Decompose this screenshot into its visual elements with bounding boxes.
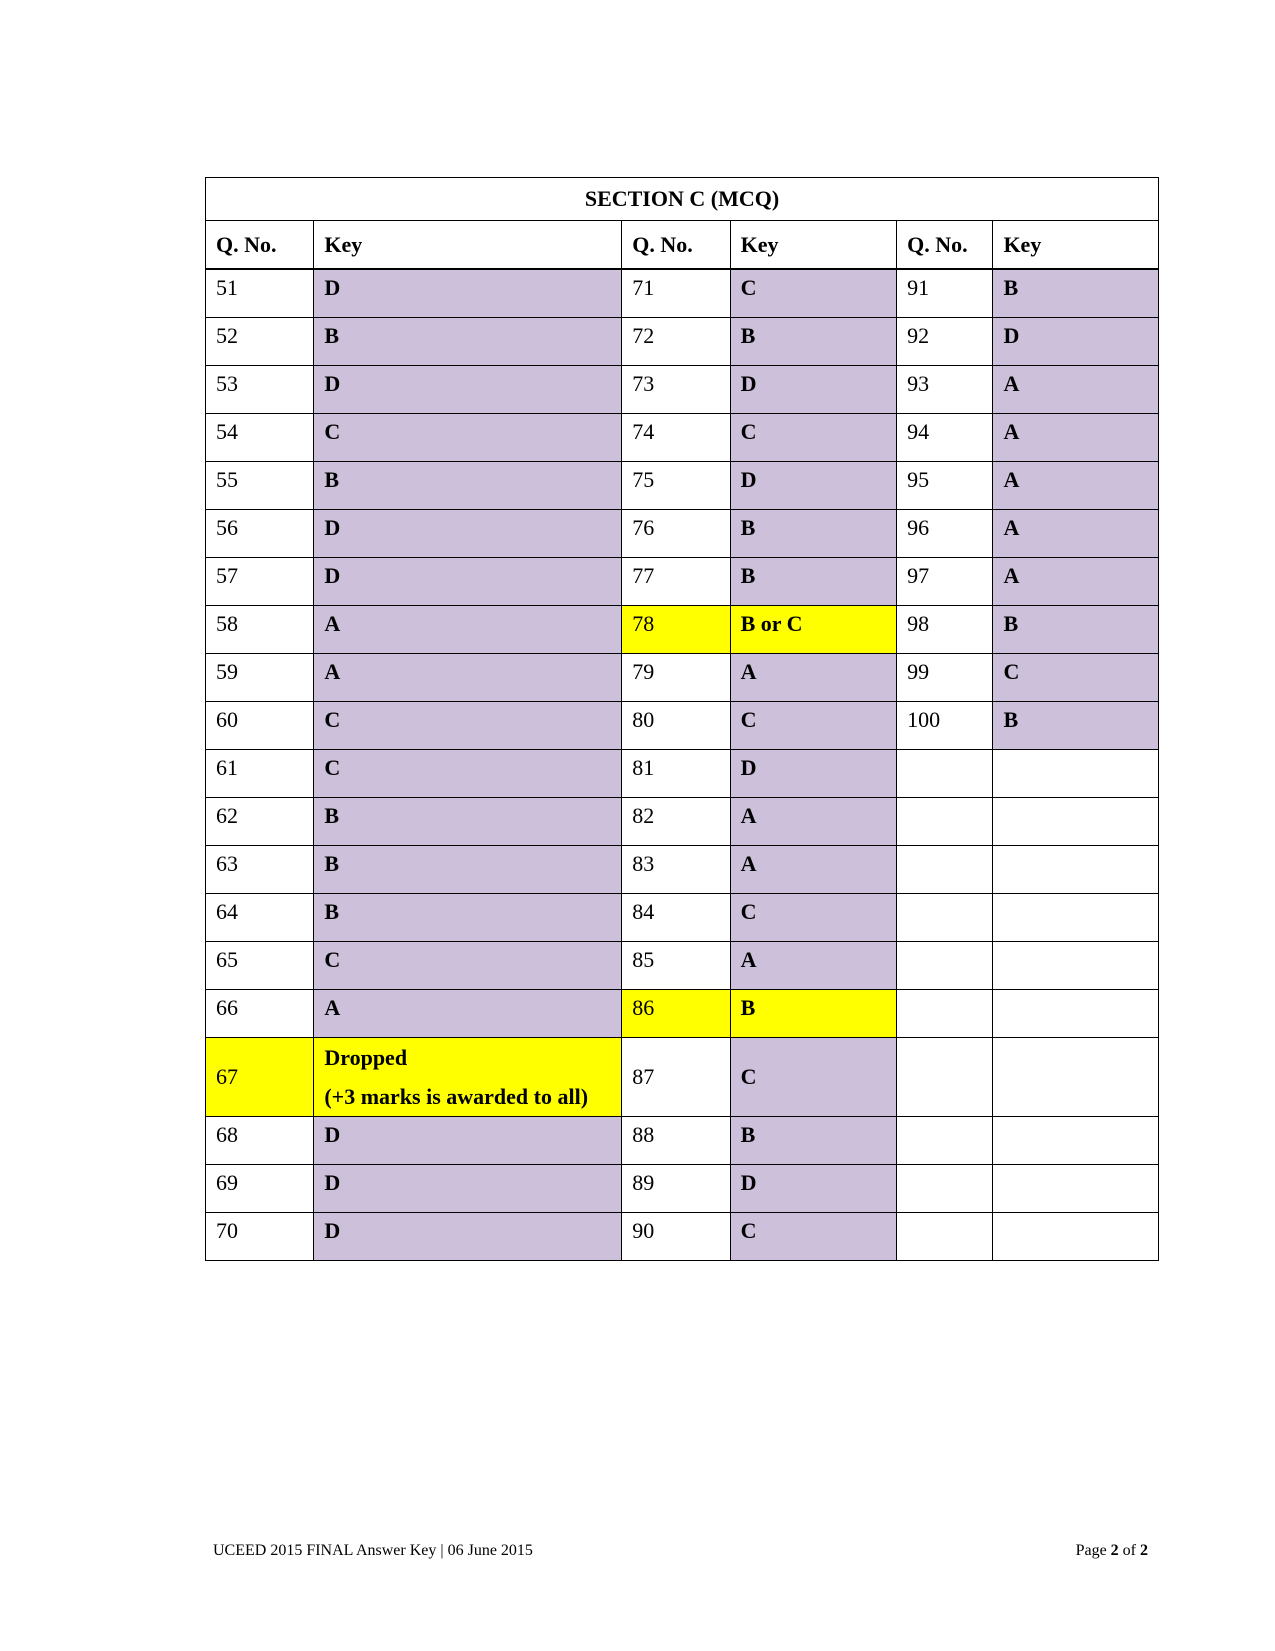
table-title-row — [206, 178, 1159, 221]
table-row — [206, 1116, 1159, 1164]
answer-key: B or C — [730, 605, 897, 653]
table-row — [206, 1164, 1159, 1212]
answer-key: D — [314, 509, 622, 557]
empty-cell — [993, 845, 1159, 893]
question-number: 71 — [622, 269, 730, 317]
question-number: 68 — [206, 1116, 314, 1164]
answer-key: D — [730, 365, 897, 413]
empty-cell — [993, 1164, 1159, 1212]
question-number: 58 — [206, 605, 314, 653]
answer-key: A — [993, 557, 1159, 605]
page-prefix: Page — [1075, 1542, 1111, 1559]
answer-key: B — [314, 893, 622, 941]
answer-key: B — [314, 461, 622, 509]
header-key-2: Key — [730, 221, 897, 270]
question-number: 55 — [206, 461, 314, 509]
question-number: 61 — [206, 749, 314, 797]
question-number: 93 — [897, 365, 993, 413]
question-number: 82 — [622, 797, 730, 845]
question-number: 100 — [897, 701, 993, 749]
question-number: 59 — [206, 653, 314, 701]
table-body — [206, 269, 1159, 1260]
table-row — [206, 893, 1159, 941]
answer-key: B — [730, 557, 897, 605]
table-row — [206, 1212, 1159, 1260]
header-key-3: Key — [993, 221, 1159, 270]
answer-key: D — [314, 269, 622, 317]
answer-key-table — [205, 177, 1159, 1261]
question-number: 51 — [206, 269, 314, 317]
table-row — [206, 797, 1159, 845]
question-number: 53 — [206, 365, 314, 413]
question-number: 89 — [622, 1164, 730, 1212]
table-header-row — [206, 221, 1159, 270]
empty-cell — [897, 1116, 993, 1164]
answer-key: B — [993, 269, 1159, 317]
page-current: 2 — [1110, 1542, 1119, 1559]
question-number: 94 — [897, 413, 993, 461]
answer-key: D — [314, 1116, 622, 1164]
page-total: 2 — [1140, 1542, 1148, 1559]
answer-key: D — [314, 557, 622, 605]
question-number: 92 — [897, 317, 993, 365]
answer-key: C — [730, 413, 897, 461]
question-number: 65 — [206, 941, 314, 989]
question-number: 64 — [206, 893, 314, 941]
question-number: 66 — [206, 989, 314, 1037]
answer-key: B — [730, 989, 897, 1037]
empty-cell — [993, 749, 1159, 797]
empty-cell — [897, 797, 993, 845]
table-row — [206, 509, 1159, 557]
answer-key: B — [730, 1116, 897, 1164]
question-number: 52 — [206, 317, 314, 365]
answer-key: D — [314, 365, 622, 413]
answer-key: C — [314, 749, 622, 797]
question-number: 57 — [206, 557, 314, 605]
table-row — [206, 413, 1159, 461]
table-row — [206, 365, 1159, 413]
question-number: 76 — [622, 509, 730, 557]
question-number: 97 — [897, 557, 993, 605]
table-row — [206, 749, 1159, 797]
question-number: 80 — [622, 701, 730, 749]
question-number: 70 — [206, 1212, 314, 1260]
answer-key — [314, 1037, 622, 1116]
question-number: 95 — [897, 461, 993, 509]
empty-cell — [897, 893, 993, 941]
answer-key: C — [730, 701, 897, 749]
table-row — [206, 1037, 1159, 1116]
answer-key: A — [314, 989, 622, 1037]
footer-document-title: UCEED 2015 FINAL Answer Key | 06 June 2015 — [213, 1542, 533, 1559]
empty-cell — [897, 1164, 993, 1212]
answer-key: B — [314, 317, 622, 365]
table-row — [206, 989, 1159, 1037]
answer-key: C — [993, 653, 1159, 701]
question-number: 60 — [206, 701, 314, 749]
header-qno-3: Q. No. — [897, 221, 993, 270]
question-number: 56 — [206, 509, 314, 557]
question-number: 62 — [206, 797, 314, 845]
table-row — [206, 701, 1159, 749]
question-number: 74 — [622, 413, 730, 461]
answer-key: D — [730, 749, 897, 797]
header-qno-1: Q. No. — [206, 221, 314, 270]
table-row — [206, 653, 1159, 701]
question-number: 83 — [622, 845, 730, 893]
question-number: 91 — [897, 269, 993, 317]
answer-key: A — [314, 605, 622, 653]
answer-key-status: Dropped — [324, 1044, 408, 1070]
answer-key: A — [730, 797, 897, 845]
answer-key: D — [993, 317, 1159, 365]
answer-key: B — [730, 317, 897, 365]
answer-key: A — [730, 941, 897, 989]
header-qno-2: Q. No. — [622, 221, 730, 270]
answer-key: B — [993, 605, 1159, 653]
answer-key: A — [993, 413, 1159, 461]
question-number: 72 — [622, 317, 730, 365]
table-row — [206, 269, 1159, 317]
table-row — [206, 557, 1159, 605]
footer-page-number — [1076, 1542, 1148, 1560]
empty-cell — [993, 1037, 1159, 1116]
page-of: of — [1118, 1542, 1140, 1559]
empty-cell — [993, 1212, 1159, 1260]
question-number: 75 — [622, 461, 730, 509]
empty-cell — [897, 1037, 993, 1116]
answer-key: C — [730, 269, 897, 317]
answer-key: A — [314, 653, 622, 701]
answer-key: C — [314, 701, 622, 749]
table-row — [206, 845, 1159, 893]
answer-key: C — [730, 1212, 897, 1260]
header-key-1: Key — [314, 221, 622, 270]
answer-key: B — [993, 701, 1159, 749]
answer-key: A — [730, 845, 897, 893]
table-row — [206, 461, 1159, 509]
answer-key: B — [314, 797, 622, 845]
empty-cell — [897, 1212, 993, 1260]
answer-key: C — [314, 413, 622, 461]
answer-key: D — [314, 1164, 622, 1212]
answer-key: B — [314, 845, 622, 893]
question-number: 77 — [622, 557, 730, 605]
table-row — [206, 941, 1159, 989]
table-row — [206, 605, 1159, 653]
question-number: 69 — [206, 1164, 314, 1212]
question-number: 54 — [206, 413, 314, 461]
answer-key: A — [993, 365, 1159, 413]
table-row — [206, 317, 1159, 365]
question-number: 67 — [206, 1037, 314, 1116]
question-number: 88 — [622, 1116, 730, 1164]
answer-key: B — [730, 509, 897, 557]
empty-cell — [897, 941, 993, 989]
empty-cell — [897, 749, 993, 797]
empty-cell — [993, 941, 1159, 989]
answer-key: C — [730, 893, 897, 941]
question-number: 99 — [897, 653, 993, 701]
section-title: SECTION C (MCQ) — [206, 178, 1159, 221]
question-number: 63 — [206, 845, 314, 893]
question-number: 98 — [897, 605, 993, 653]
answer-key-note: (+3 marks is awarded to all) — [324, 1083, 589, 1109]
answer-key: D — [314, 1212, 622, 1260]
answer-key: D — [730, 1164, 897, 1212]
answer-key: A — [993, 509, 1159, 557]
empty-cell — [897, 989, 993, 1037]
question-number: 86 — [622, 989, 730, 1037]
answer-key: A — [730, 653, 897, 701]
empty-cell — [993, 797, 1159, 845]
question-number: 87 — [622, 1037, 730, 1116]
question-number: 90 — [622, 1212, 730, 1260]
question-number: 81 — [622, 749, 730, 797]
question-number: 96 — [897, 509, 993, 557]
empty-cell — [993, 1116, 1159, 1164]
question-number: 84 — [622, 893, 730, 941]
answer-key: D — [730, 461, 897, 509]
answer-key: C — [730, 1037, 897, 1116]
empty-cell — [897, 845, 993, 893]
answer-key: A — [993, 461, 1159, 509]
empty-cell — [993, 893, 1159, 941]
empty-cell — [993, 989, 1159, 1037]
question-number: 85 — [622, 941, 730, 989]
question-number: 73 — [622, 365, 730, 413]
question-number: 78 — [622, 605, 730, 653]
answer-key: C — [314, 941, 622, 989]
question-number: 79 — [622, 653, 730, 701]
